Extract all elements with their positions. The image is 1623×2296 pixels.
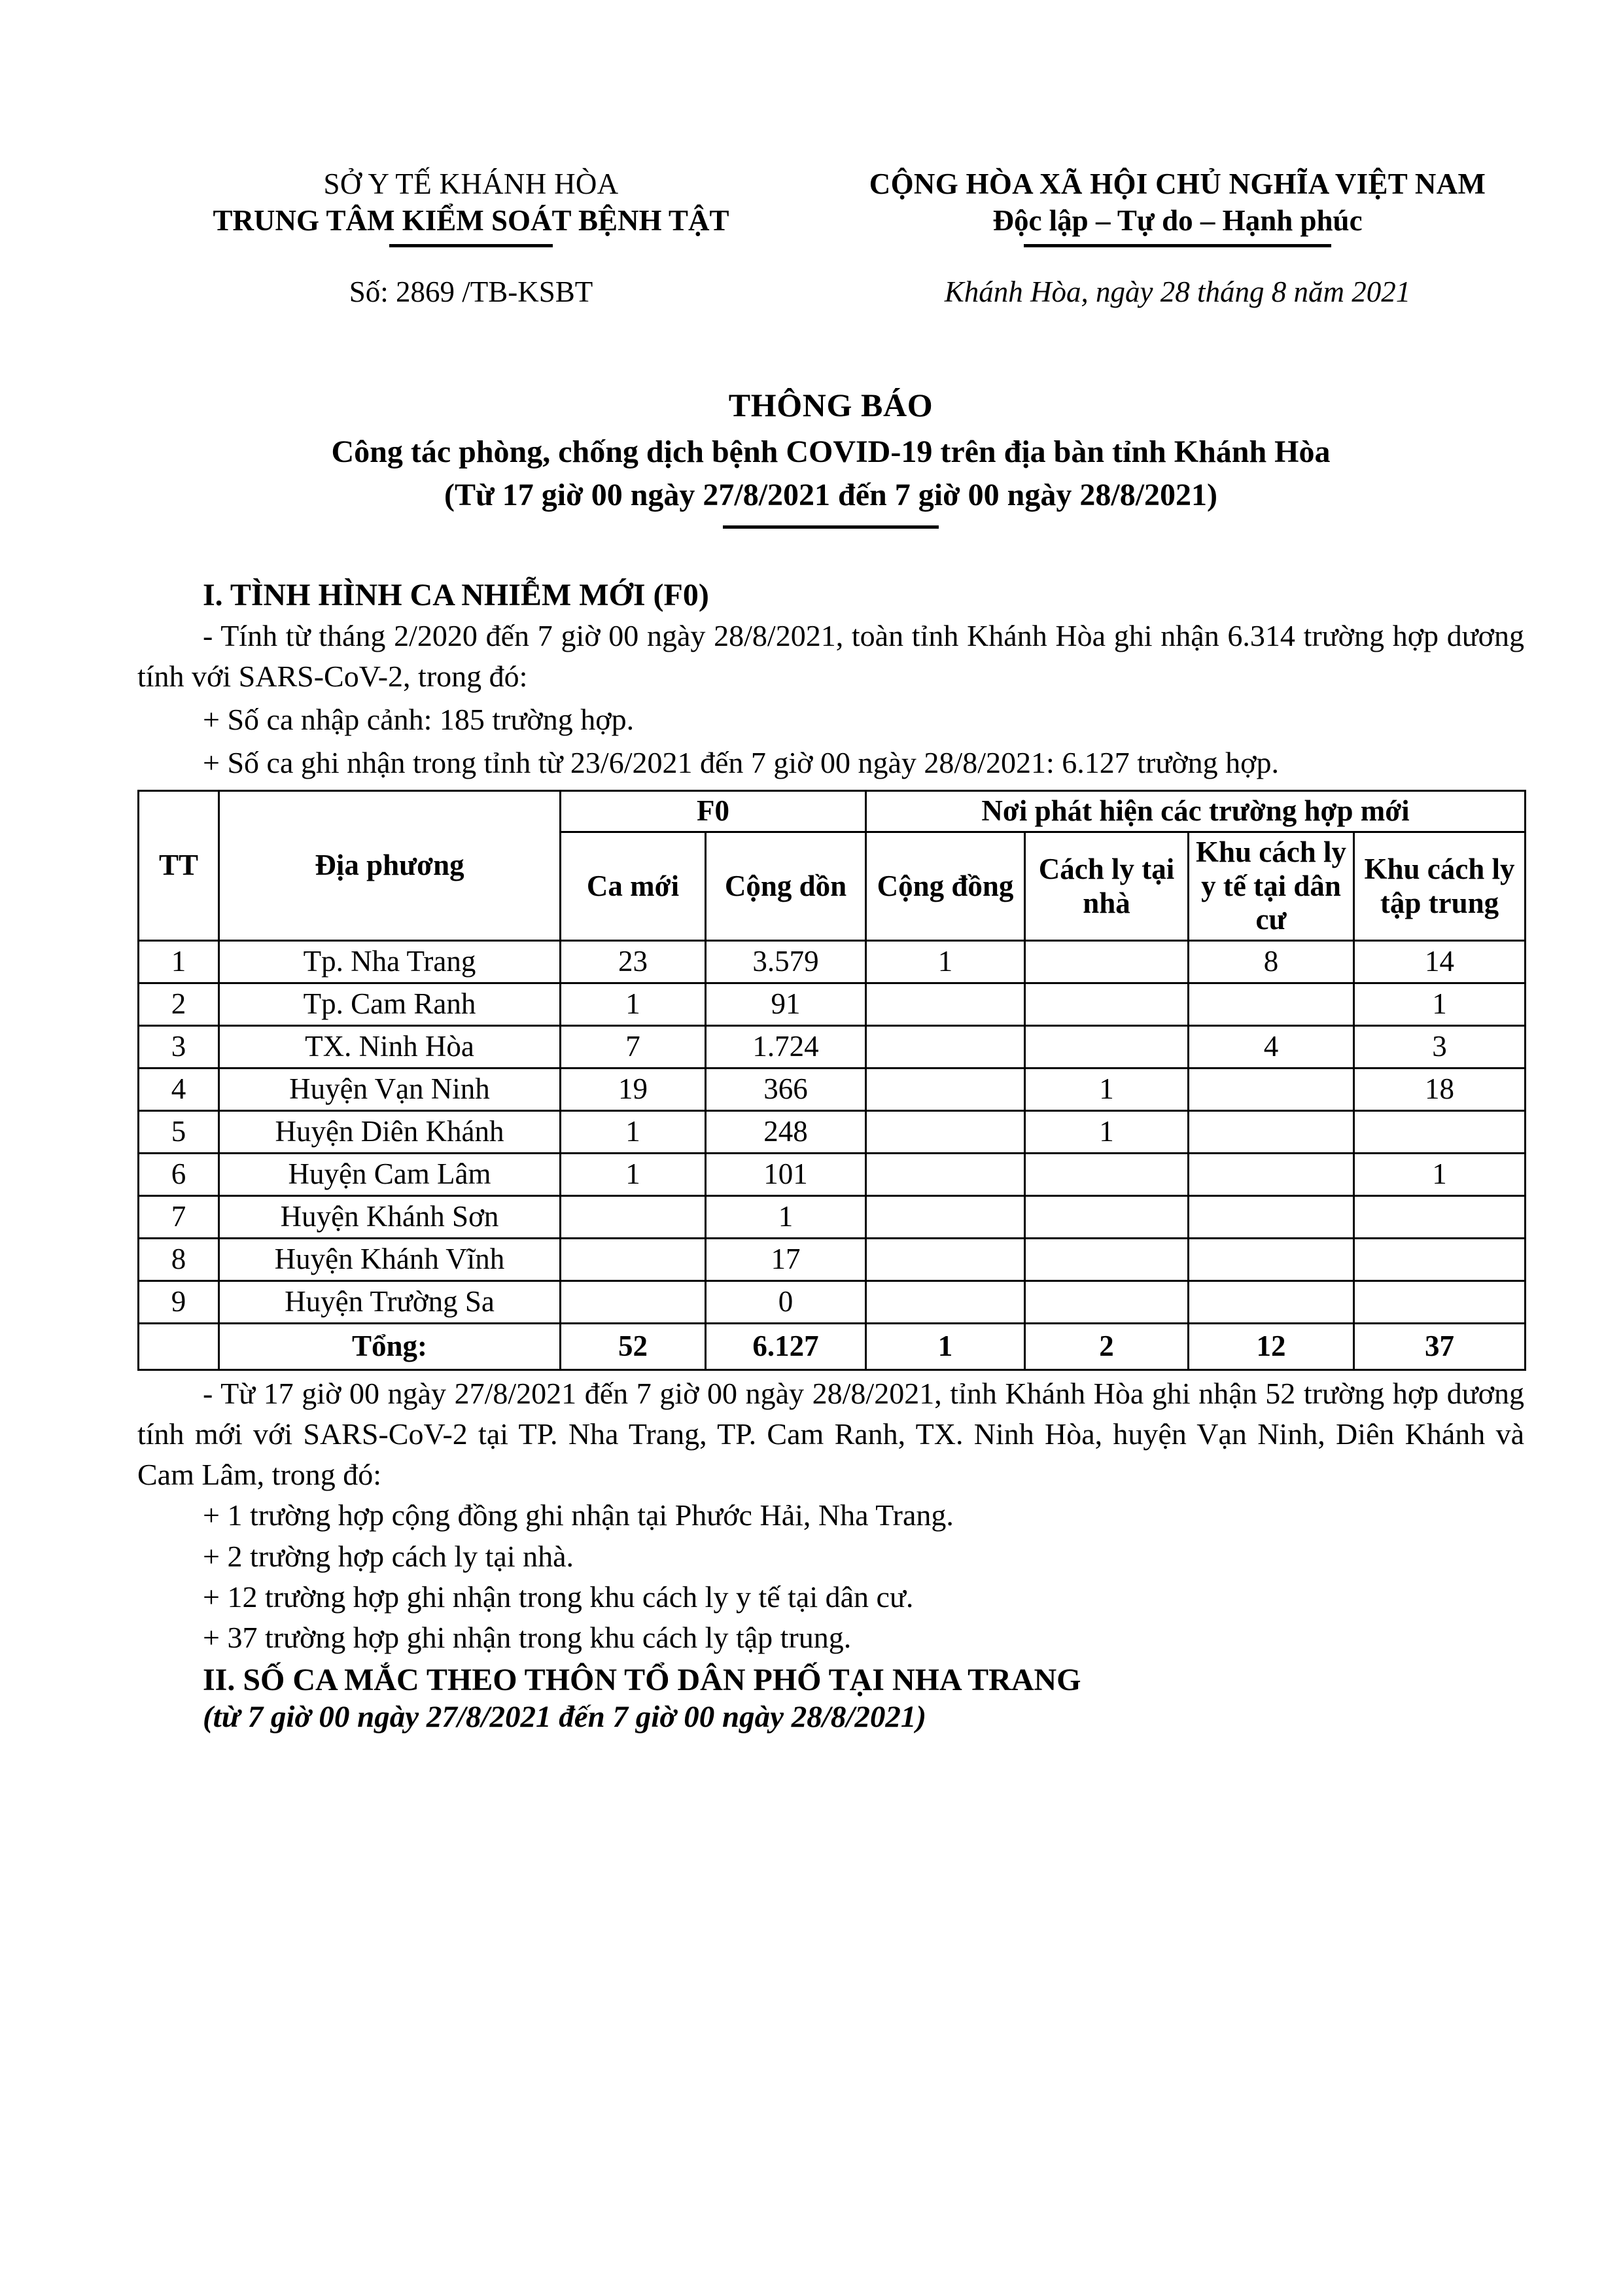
total-td-cumulative: 6.127	[706, 1324, 866, 1370]
place-and-date: Khánh Hòa, ngày 28 tháng 8 năm 2021	[944, 275, 1411, 308]
td-community: 1	[866, 941, 1025, 983]
section-1-bullet-2: + Số ca ghi nhận trong tỉnh từ 23/6/2021 đến 7 giờ 00 ngày 28/8/2021: 6.127 trường hợp.	[203, 746, 1279, 780]
title-period: (Từ 17 giờ 00 ngày 27/8/2021 đến 7 giờ 00 ngày 28/8/2021)	[444, 478, 1218, 513]
th-centralized-quarantine: Khu cách ly tập trung	[1354, 832, 1526, 940]
td-new-cases: 1	[561, 1154, 706, 1196]
td-centralized-quarantine: 1	[1354, 983, 1526, 1026]
national-heading-block	[831, 167, 1524, 247]
td-total-label: Tổng:	[219, 1324, 561, 1370]
section-2-subheading: (từ 7 giờ 00 ngày 27/8/2021 đến 7 giờ 00 ngày 28/8/2021)	[203, 1699, 927, 1734]
td-home-quarantine	[1025, 1196, 1189, 1239]
td-new-cases: 19	[561, 1069, 706, 1111]
td-cumulative: 101	[706, 1154, 866, 1196]
total-td-home-quarantine: 2	[1025, 1324, 1189, 1370]
page-title: THÔNG BÁO	[728, 386, 934, 423]
td-locality: Huyện Khánh Sơn	[219, 1196, 561, 1239]
td-new-cases: 7	[561, 1026, 706, 1069]
td-tt: 2	[139, 983, 219, 1026]
td-centralized-quarantine: 3	[1354, 1026, 1526, 1069]
td-new-cases	[561, 1239, 706, 1281]
td-centralized-quarantine	[1354, 1239, 1526, 1281]
td-cumulative: 1	[706, 1196, 866, 1239]
td-community	[866, 1239, 1025, 1281]
td-tt: 3	[139, 1026, 219, 1069]
table-row	[139, 1069, 1526, 1111]
covid-statistics-table	[137, 790, 1526, 1371]
table-row	[139, 941, 1526, 983]
td-tt: 1	[139, 941, 219, 983]
td-cumulative: 248	[706, 1111, 866, 1154]
td-tt: 5	[139, 1111, 219, 1154]
td-new-cases: 23	[561, 941, 706, 983]
td-new-cases: 1	[561, 983, 706, 1026]
section-1-paragraph-1: - Tính từ tháng 2/2020 đến 7 giờ 00 ngày 28/8/2021, toàn tỉnh Khánh Hòa ghi nhận 6.314 trường hợp dương tính với SARS-CoV-2, trong đó:	[137, 618, 1524, 693]
section-1-detail-4: + 37 trường hợp ghi nhận trong khu cách ly tập trung.	[203, 1620, 852, 1654]
national-motto: Độc lập – Tự do – Hạnh phúc	[992, 204, 1363, 238]
td-home-quarantine	[1025, 941, 1189, 983]
td-tt: 7	[139, 1196, 219, 1239]
td-home-quarantine	[1025, 1281, 1189, 1324]
issuing-authority-block	[137, 167, 831, 247]
td-medical-quarantine: 4	[1189, 1026, 1354, 1069]
td-locality: Huyện Cam Lâm	[219, 1154, 561, 1196]
td-centralized-quarantine	[1354, 1196, 1526, 1239]
section-2-heading: II. SỐ CA MẮC THEO THÔN TỔ DÂN PHỐ TẠI NHA TRANG	[203, 1662, 1081, 1697]
td-cumulative: 366	[706, 1069, 866, 1111]
td-new-cases	[561, 1281, 706, 1324]
td-home-quarantine	[1025, 1154, 1189, 1196]
table-body	[139, 941, 1526, 1370]
section-1-paragraph-2: - Từ 17 giờ 00 ngày 27/8/2021 đến 7 giờ 00 ngày 28/8/2021, tỉnh Khánh Hòa ghi nhận 52 trường hợp dương tính mới với SARS-CoV-2 tại TP. Nha Trang, TP. Cam Ranh, TX. Ninh Hòa, huyện Vạn Ninh, Diên Khánh và Cam Lâm, trong đó:	[137, 1377, 1524, 1492]
title-subtitle: Công tác phòng, chống dịch bệnh COVID-19 trên địa bàn tỉnh Khánh Hòa	[331, 434, 1331, 469]
section-1-detail-3: + 12 trường hợp ghi nhận trong khu cách ly y tế tại dân cư.	[203, 1580, 914, 1614]
total-td-medical-quarantine: 12	[1189, 1324, 1354, 1370]
total-td-community: 1	[866, 1324, 1025, 1370]
document-number: Số: 2869 /TB-KSBT	[349, 275, 593, 308]
table-row	[139, 1281, 1526, 1324]
total-td-new-cases: 52	[561, 1324, 706, 1370]
td-medical-quarantine	[1189, 1069, 1354, 1111]
table-row	[139, 1154, 1526, 1196]
td-tt: 4	[139, 1069, 219, 1111]
title-block	[137, 386, 1524, 529]
th-group-f0: F0	[561, 791, 866, 832]
country-name: CỘNG HÒA XÃ HỘI CHỦ NGHĨA VIỆT NAM	[869, 168, 1486, 200]
document-header	[137, 167, 1524, 247]
th-medical-quarantine: Khu cách ly y tế tại dân cư	[1189, 832, 1354, 940]
td-community	[866, 1026, 1025, 1069]
td-cumulative: 91	[706, 983, 866, 1026]
td-tt: 8	[139, 1239, 219, 1281]
th-locality: Địa phương	[219, 791, 561, 941]
td-medical-quarantine	[1189, 1281, 1354, 1324]
td-centralized-quarantine	[1354, 1111, 1526, 1154]
th-tt: TT	[139, 791, 219, 941]
td-community	[866, 1196, 1025, 1239]
td-locality: Huyện Khánh Vĩnh	[219, 1239, 561, 1281]
header-divider-left	[389, 244, 553, 247]
td-locality: TX. Ninh Hòa	[219, 1026, 561, 1069]
table-row	[139, 1026, 1526, 1069]
td-centralized-quarantine: 14	[1354, 941, 1526, 983]
td-community	[866, 1154, 1025, 1196]
section-1-detail-1: + 1 trường hợp cộng đồng ghi nhận tại Phước Hải, Nha Trang.	[203, 1498, 954, 1532]
total-td-centralized-quarantine: 37	[1354, 1324, 1526, 1370]
td-home-quarantine	[1025, 1026, 1189, 1069]
table-row	[139, 1111, 1526, 1154]
td-cumulative: 17	[706, 1239, 866, 1281]
center-name: TRUNG TÂM KIỂM SOÁT BỆNH TẬT	[213, 204, 729, 238]
section-1-bullet-1: + Số ca nhập cảnh: 185 trường hợp.	[203, 702, 635, 736]
td-cumulative: 0	[706, 1281, 866, 1324]
header-divider-right	[1024, 244, 1331, 247]
td-centralized-quarantine	[1354, 1281, 1526, 1324]
td-medical-quarantine	[1189, 983, 1354, 1026]
td-tt: 9	[139, 1281, 219, 1324]
section-1-heading: I. TÌNH HÌNH CA NHIỄM MỚI (F0)	[203, 577, 709, 612]
td-home-quarantine: 1	[1025, 1111, 1189, 1154]
td-home-quarantine	[1025, 1239, 1189, 1281]
td-locality: Huyện Diên Khánh	[219, 1111, 561, 1154]
td-new-cases: 1	[561, 1111, 706, 1154]
document-meta-row	[137, 275, 1524, 309]
td-community	[866, 1069, 1025, 1111]
td-medical-quarantine: 8	[1189, 941, 1354, 983]
title-divider	[723, 525, 939, 529]
td-medical-quarantine	[1189, 1196, 1354, 1239]
td-medical-quarantine	[1189, 1154, 1354, 1196]
td-total-blank	[139, 1324, 219, 1370]
td-tt: 6	[139, 1154, 219, 1196]
td-home-quarantine: 1	[1025, 1069, 1189, 1111]
table-row	[139, 1239, 1526, 1281]
td-medical-quarantine	[1189, 1239, 1354, 1281]
th-cumulative: Cộng dồn	[706, 832, 866, 940]
td-community	[866, 1281, 1025, 1324]
td-home-quarantine	[1025, 983, 1189, 1026]
section-1-detail-2: + 2 trường hợp cách ly tại nhà.	[203, 1539, 574, 1573]
td-community	[866, 1111, 1025, 1154]
department-name: SỞ Y TẾ KHÁNH HÒA	[323, 168, 619, 200]
td-new-cases	[561, 1196, 706, 1239]
td-centralized-quarantine: 18	[1354, 1069, 1526, 1111]
td-medical-quarantine	[1189, 1111, 1354, 1154]
table-row	[139, 1196, 1526, 1239]
table-total-row	[139, 1324, 1526, 1370]
table-header	[139, 791, 1526, 941]
td-centralized-quarantine: 1	[1354, 1154, 1526, 1196]
td-cumulative: 1.724	[706, 1026, 866, 1069]
table-row	[139, 983, 1526, 1026]
td-locality: Huyện Trường Sa	[219, 1281, 561, 1324]
th-community: Cộng đồng	[866, 832, 1025, 940]
th-home-quarantine: Cách ly tại nhà	[1025, 832, 1189, 940]
td-cumulative: 3.579	[706, 941, 866, 983]
td-locality: Huyện Vạn Ninh	[219, 1069, 561, 1111]
th-group-detection-place: Nơi phát hiện các trường hợp mới	[866, 791, 1526, 832]
td-locality: Tp. Cam Ranh	[219, 983, 561, 1026]
td-locality: Tp. Nha Trang	[219, 941, 561, 983]
th-new-cases: Ca mới	[561, 832, 706, 940]
td-community	[866, 983, 1025, 1026]
table-header-row-groups	[139, 791, 1526, 832]
document-content	[137, 0, 1524, 1735]
